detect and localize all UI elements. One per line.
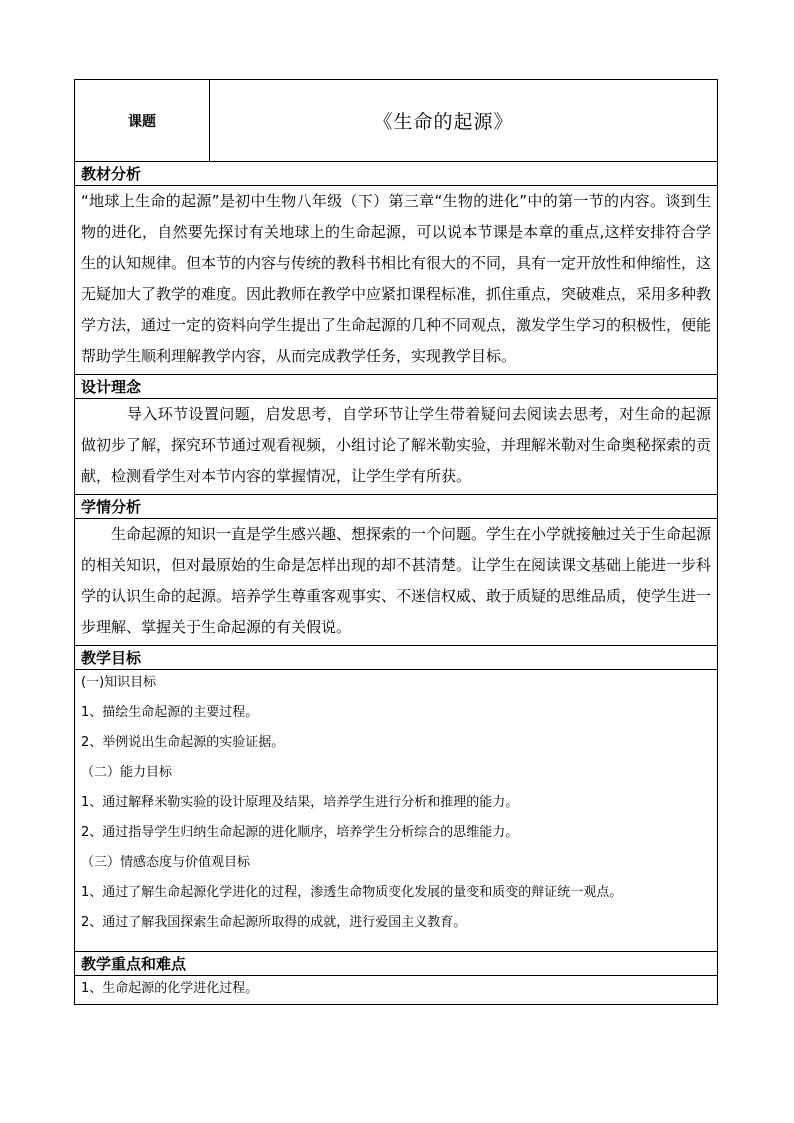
keypoint-item: 1、生命起源的化学进化过程。 [81,981,259,996]
objective-item: （三）情感态度与价值观目标 [81,855,251,870]
section-text-student-analysis: 生命起源的知识一直是学生感兴趣、想探索的一个问题。学生在小学就接触过关于生命起源的相关知识，但对最原始的生命是怎样出现的却不甚清楚。让学生在阅读课文基础上能进一步科学的认识生命的起源。培养学生尊重客观事实、不迷信权威、敢于质疑的思维品质，使学生进一步理解、掌握关于生命起源的有关假说。 [75,519,718,646]
objectives-list [75,670,718,952]
section-text-design-concept: 导入环节设置问题，启发思考，自学环节让学生带着疑问去阅读去思考，对生命的起源做初步了解，探究环节通过观看视频，小组讨论了解米勒实验，并理解米勒对生命奥秘探索的贡献，检测看学生对本节内容的掌握情况，让学生学有所获。 [75,399,718,495]
objective-item: 1、通过了解生命起源化学进化的过程，渗透生命物质变化发展的量变和质变的辩证统一观点。 [81,885,623,900]
section-heading-textbook-analysis: 教材分析 [75,162,718,186]
section-text-textbook-analysis: “地球上生命的起源”是初中生物八年级（下）第三章“生物的进化”中的第一节的内容。谈到生物的进化，自然要先探讨有关地球上的生命起源，可以说本节课是本章的重点,这样安排符合学生的认知规律。但本节的内容与传统的教科书相比有很大的不同，具有一定开放性和伸缩性，这无疑加大了教学的难度。因此教师在教学中应紧扣课程标准，抓住重点，突破难点，采用多种教学方法，通过一定的资料向学生提出了生命起源的几种不同观点，激发学生学习的积极性，便能帮助学生顺利理解教学内容，从而完成教学任务，实现教学目标。 [75,186,718,375]
keypoints-list [75,976,718,1005]
objective-item: 2、通过了解我国探索生命起源所取得的成就，进行爱国主义教育。 [81,915,467,930]
title-row [75,80,718,162]
topic-label: 课题 [75,80,210,162]
objective-item: 1、通过解释米勒实验的设计原理及结果，培养学生进行分析和推理的能力。 [81,795,519,810]
objective-item: （二）能力目标 [81,765,173,780]
objective-item: 2、举例说出生命起源的实验证据。 [81,735,285,750]
lesson-title: 《生命的起源》 [210,80,718,162]
section-heading-design-concept: 设计理念 [75,375,718,399]
lesson-plan-sheet [74,79,718,1005]
lesson-plan-table [74,79,718,1005]
section-heading-student-analysis: 学情分析 [75,495,718,519]
section-heading-teaching-objectives: 教学目标 [75,646,718,670]
objective-item: 1、描绘生命起源的主要过程。 [81,705,259,720]
objective-item: 2、通过指导学生归纳生命起源的进化顺序，培养学生分析综合的思维能力。 [81,825,519,840]
objective-item: (一)知识目标 [81,675,157,690]
section-heading-key-points: 教学重点和难点 [75,952,718,976]
